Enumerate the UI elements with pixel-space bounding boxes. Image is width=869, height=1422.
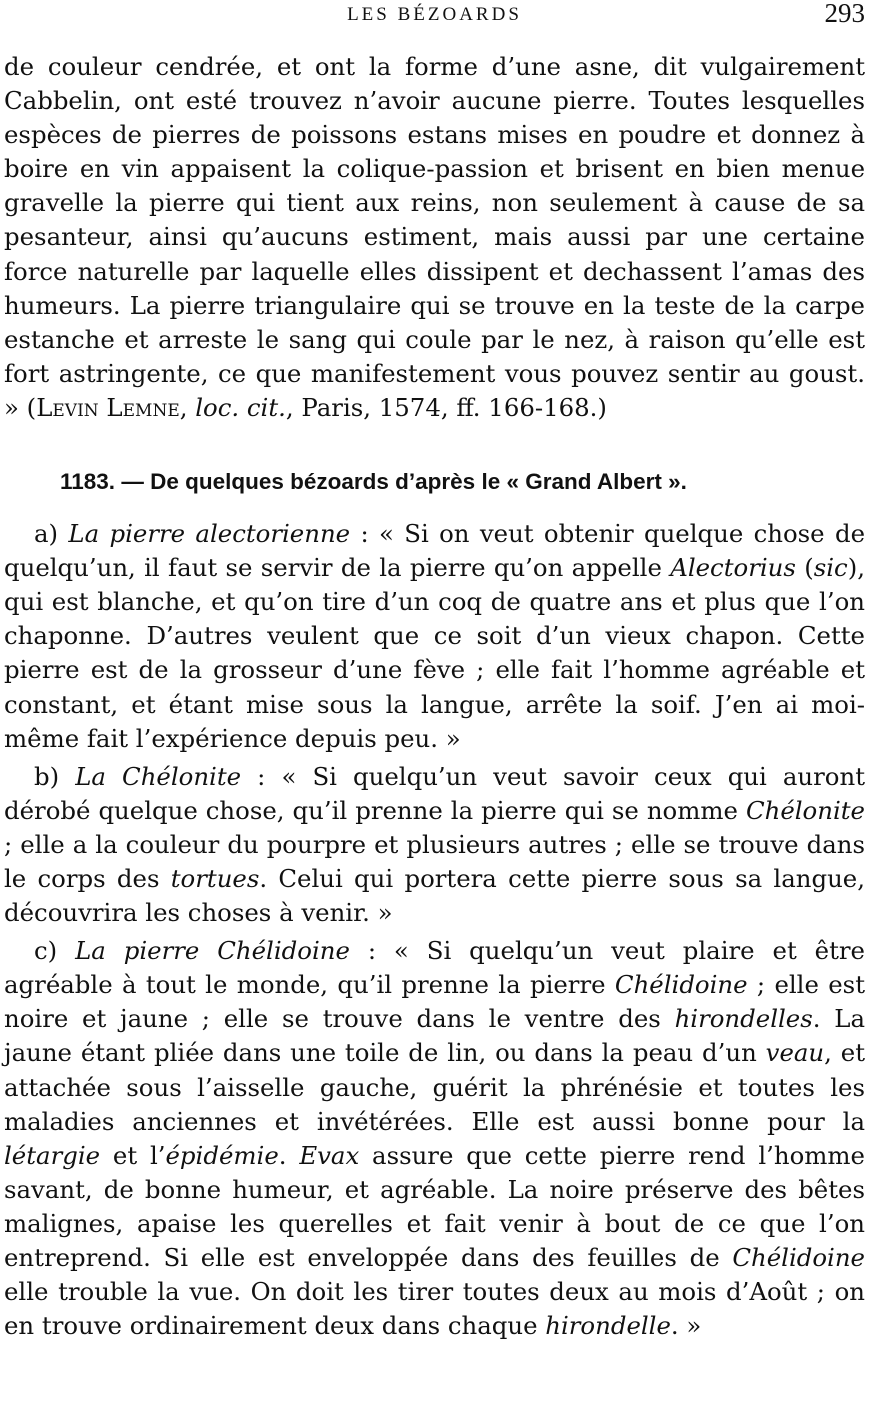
entry-text: assure que cette pierre rend l’homme savant, de bonne humeur, et agréable. La noire préserve des bêtes malignes, apaise les querelles et fait venir à bout de ce que l’on entreprend. Si elle est enveloppée dans des feuilles de [4,1140,865,1272]
entry-italic: Evax [299,1140,360,1170]
entry-italic: épidémie [165,1140,279,1170]
continuation-paragraph [4,50,865,425]
entry-text: ( [795,553,814,583]
entry-text: : « Si quelqu’un veut savoir ceux qui auront dérobé quelque chose, qu’il prenne la pierre qui se nomme [4,761,865,825]
entry-italic: Chélidoine [732,1243,865,1272]
citation-author: Levin Lemne [36,392,180,422]
entry-c [4,934,865,1343]
entry-b [4,760,865,930]
section-heading [4,465,865,499]
entry-label: c) [34,936,76,966]
entry-text: ), qui est blanche, et qu’on tire d’un coq de quatre ans et plus que l’on chaponne. D’autres veulent que ce soit d’un vieux chapon. Cette pierre est de la grosseur d’une fève ; elle fait l’homme agréable et constant, et étant mise sous la langue, arrête la soif. J’en ai moi-même fait l’expérience depuis peu. » [4,553,865,753]
section-title: De quelques bézoards d’après le « Grand Albert ». [150,469,687,495]
page-header [0,0,869,32]
running-title: LES BÉZOARDS [347,4,522,25]
entry-italic: tortues [170,863,260,893]
entry-text: , et attachée sous l’aisselle gauche, guérit la phrénésie et toutes les maladies anciennes et invétérées. Elle est aussi bonne pour la [4,1038,865,1136]
entry-a [4,517,865,756]
entry-text: ; elle est noire et jaune ; elle se trouve dans le ventre des [4,970,865,1034]
entry-text: elle trouble la vue. On doit les tirer toutes deux au mois d’Août ; on en trouve ordinairement deux dans chaque [4,1277,865,1341]
entry-italic: Chélonite [745,795,865,825]
section-number: 1183. [60,469,116,495]
entry-italic: hirondelles [674,1004,813,1034]
entry-text: . » [670,1311,702,1341]
citation-loc: loc. cit. [195,392,286,422]
entry-name: La pierre Chélidoine [75,936,350,966]
citation-ending: , Paris, 1574, ff. 166-168.) [285,392,607,422]
entry-text: . La jaune étant pliée dans une toile de lin, ou dans la peau d’un [4,1004,866,1068]
section-dash: — [115,469,151,495]
entry-name: La pierre alectorienne [68,519,351,549]
continuation-text: de couleur cendrée, et ont la forme d’une asne, dit vulgairement Cabbelin, ont esté trouvez n’avoir aucune pierre. Toutes lesquelles espèces de pierres de poissons estans mises en poudre et donnez à boire en vin appaisent la colique-passion et brisent en bien menue gravelle la pierre qui tient aux reins, non seulement à cause de sa pesanteur, ainsi qu’aucuns estiment, mais aussi par une certaine force naturelle par laquelle elles dissipent et dechassent l’amas des humeurs. La pierre triangulaire qui se trouve en la teste de la carpe estanche et arreste le sang qui coule par le nez, à raison qu’elle est fort astringente, ce que manifestement vous pouvez sentir au goust. » ( [4,52,865,422]
entry-label: a) [34,519,69,549]
entry-text: : « Si quelqu’un veut plaire et être agréable à tout le monde, qu’il prenne la pierre [4,936,865,1000]
entry-italic: sic [813,553,848,583]
entry-text: ; elle a la couleur du pourpre et plusieurs autres ; elle se trouve dans le corps des [4,829,865,893]
entry-label: b) [34,761,76,791]
entry-italic: veau [765,1038,825,1068]
page-body [4,50,865,1343]
citation-separator: , [179,392,196,422]
entry-text: et l’ [100,1140,166,1170]
entry-text: . Celui qui portera cette pierre sous sa langue, découvrira les choses à venir. » [4,863,865,928]
entry-italic: Chélidoine [614,970,748,1000]
entry-italic: létargie [4,1140,101,1170]
page-number: 293 [824,0,865,28]
entry-italic: hirondelle [545,1311,671,1341]
entry-italic: Alectorius [670,553,796,583]
entry-name: La Chélonite [75,761,242,791]
entry-text: : « Si on veut obtenir quelque chose de quelqu’un, il faut se servir de la pierre qu’on appelle [4,519,866,583]
entry-text: . [278,1140,300,1170]
